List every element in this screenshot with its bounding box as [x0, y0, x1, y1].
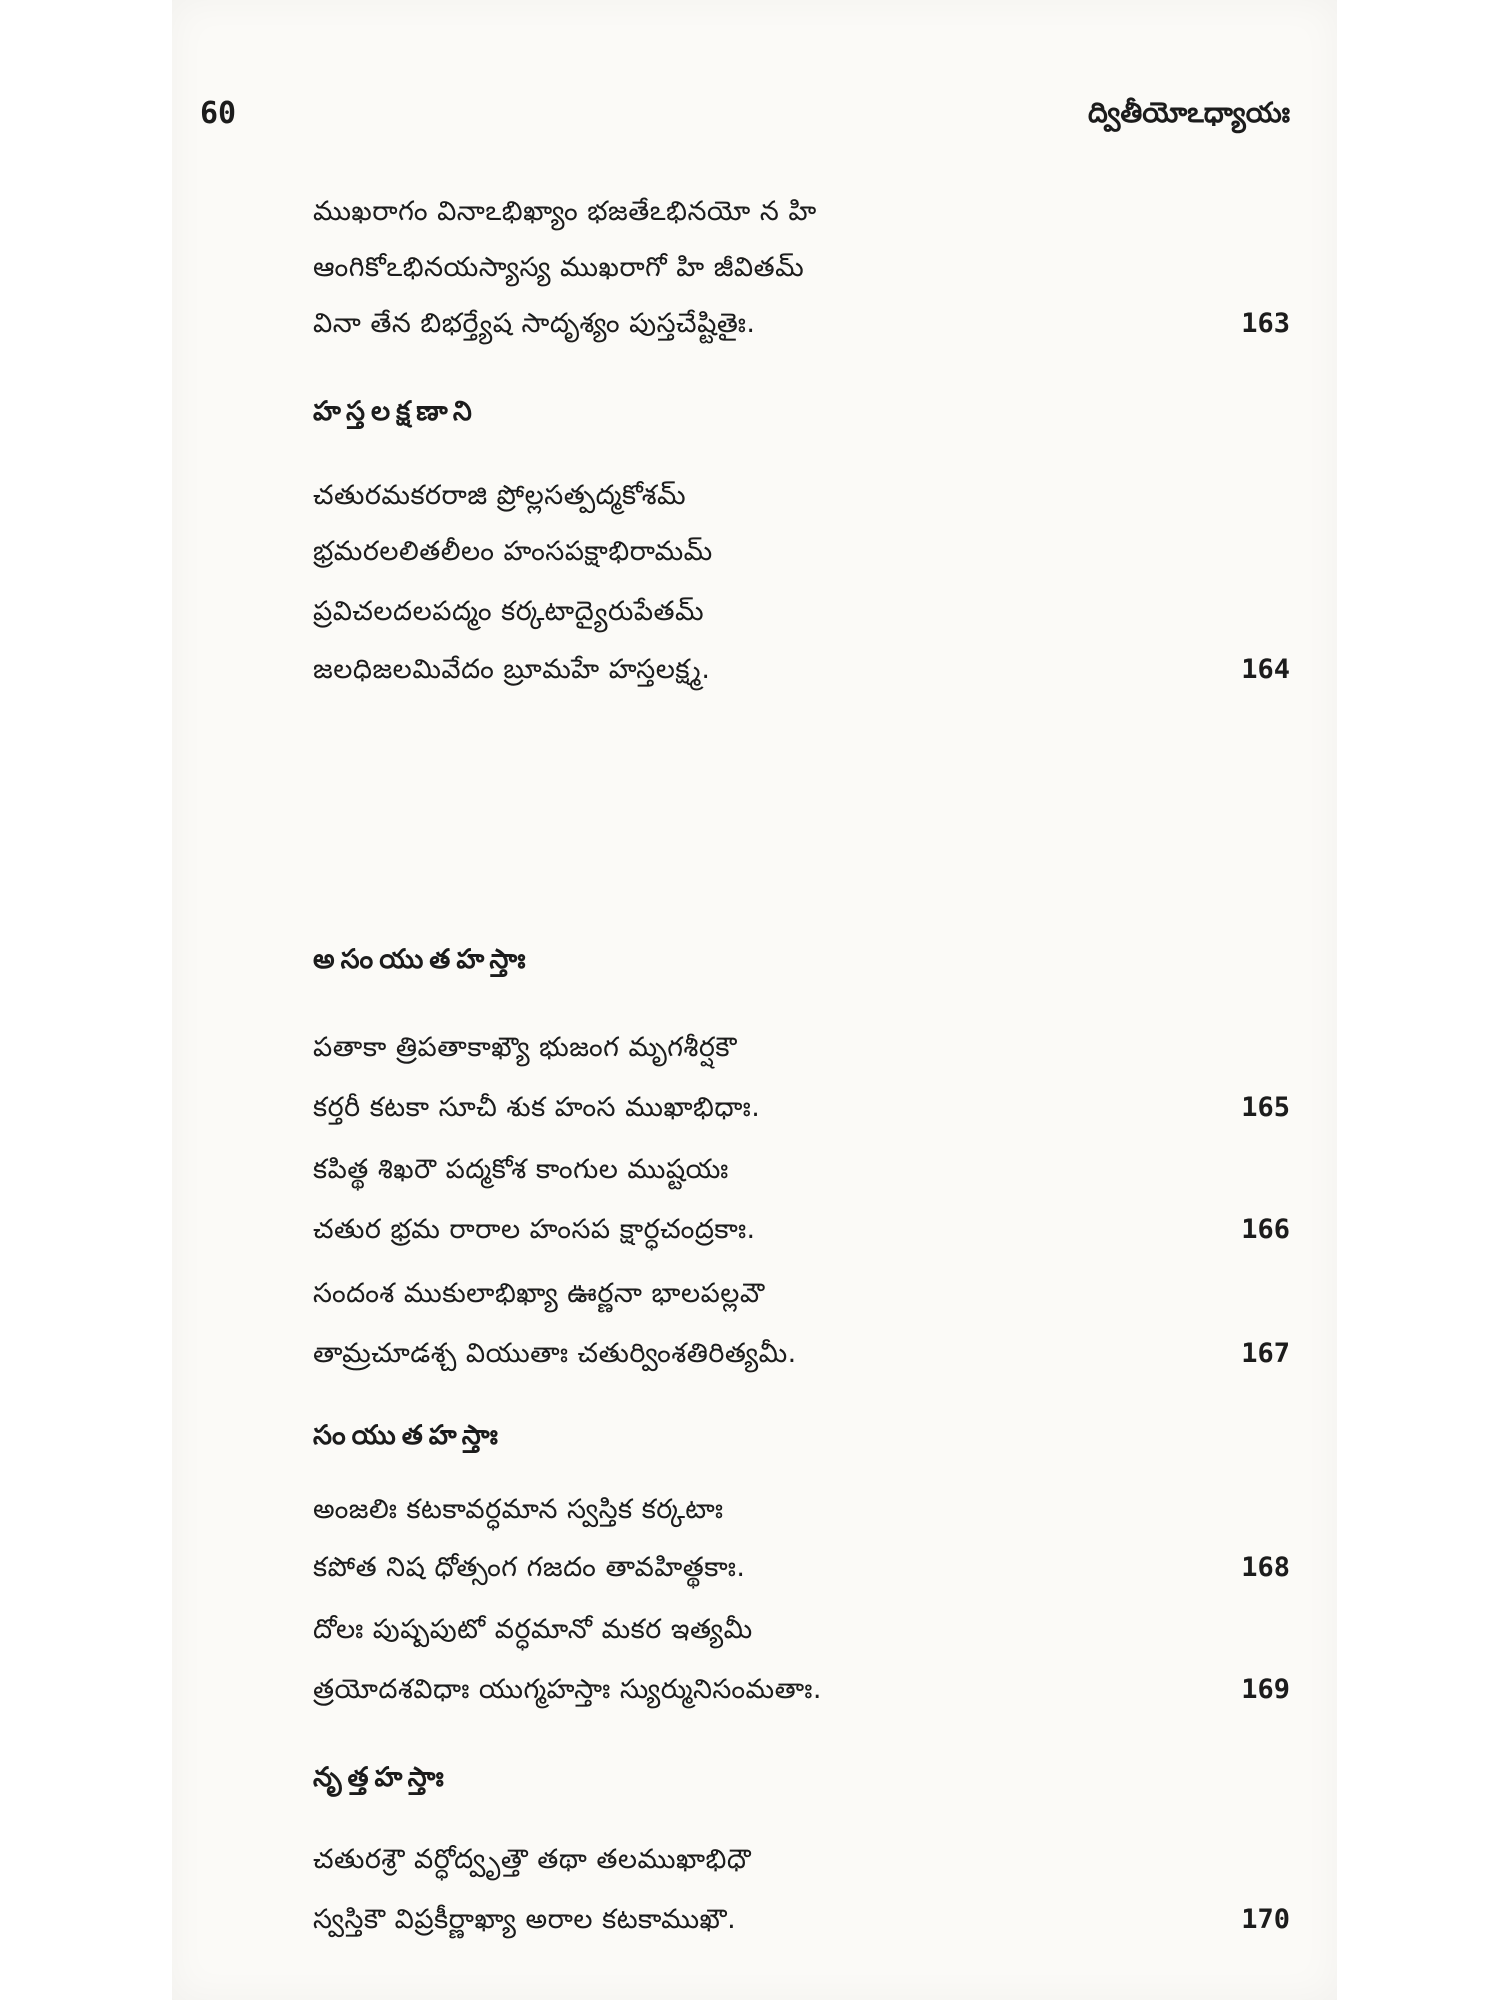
verse-line [0, 1092, 1500, 1136]
verse-line [0, 1844, 1500, 1888]
section-heading [0, 944, 1500, 988]
page-header [200, 96, 1290, 146]
line-text: ముఖరాగం వినాఽభిఖ్యాం భజతేఽభినయో న హి [313, 196, 817, 227]
verse-line [0, 654, 1500, 698]
line-text: చతురమకరరాజి ప్రోల్లసత్పద్మకోశమ్ [313, 480, 687, 511]
section-heading [0, 396, 1500, 440]
verse-line [0, 1278, 1500, 1322]
verse-number: 168 [1241, 1552, 1290, 1583]
verse-line [0, 196, 1500, 240]
line-text: దోలః పుష్పపుటో వర్ధమానో మకర ఇత్యమీ [313, 1614, 753, 1645]
line-text: సందంశ ముకులాభిఖ్యా ఊర్ణనా భాలపల్లవౌ [313, 1278, 765, 1309]
verse-number: 163 [1241, 308, 1290, 339]
verse-line [0, 1614, 1500, 1658]
verse-line [0, 536, 1500, 580]
line-text: ప్రవిచలదలపద్మం కర్కటాద్యైరుపేతమ్ [313, 596, 705, 627]
line-text: చతుర భ్రమ రారాల హంసప క్షార్ధచంద్రకాః. [313, 1214, 756, 1245]
line-text: పతాకా త్రిపతాకాఖ్యౌ భుజంగ మృగశీర్షకౌ [313, 1032, 738, 1063]
verse-number: 170 [1241, 1904, 1290, 1935]
line-text: కర్తరీ కటకా సూచీ శుక హంస ముఖాభిధాః. [313, 1092, 761, 1123]
line-text: ఆంగికోఽభినయస్యాస్య ముఖరాగో హి జీవితమ్ [313, 252, 805, 283]
line-text: కపోత నిష ధోత్సంగ గజదం తావహిత్థకాః. [313, 1552, 746, 1583]
heading-text: హస్తలక్షణాని [313, 396, 478, 427]
section-heading [0, 1420, 1500, 1464]
heading-text: సంయుతహస్తాః [313, 1420, 504, 1451]
verse-line [0, 308, 1500, 352]
line-text: తామ్రచూడశ్చ వియుతాః చతుర్వింశతిరిత్యమీ. [313, 1338, 797, 1369]
verse-number: 164 [1241, 654, 1290, 685]
heading-text: నృత్తహస్తాః [313, 1762, 450, 1793]
verse-line [0, 480, 1500, 524]
verse-line [0, 1494, 1500, 1538]
heading-text: అసంయుతహస్తాః [313, 944, 532, 975]
running-title: ద్వితీయోఽధ్యాయః [1087, 96, 1290, 129]
line-text: స్వస్తికౌ విప్రకీర్ణాఖ్యా అరాల కటకాముఖౌ. [313, 1904, 737, 1935]
line-text: జలధిజలమివేదం బ్రూమహే హస్తలక్ష్మ. [313, 654, 711, 685]
verse-line [0, 1904, 1500, 1948]
page-number: 60 [200, 96, 237, 131]
verse-line [0, 1674, 1500, 1718]
verse-number: 165 [1241, 1092, 1290, 1123]
line-text: అంజలిః కటకావర్ధమాన స్వస్తిక కర్కటాః [313, 1494, 724, 1525]
verse-number: 167 [1241, 1338, 1290, 1369]
verse-line [0, 1338, 1500, 1382]
line-text: వినా తేన బిభర్త్యేష సాదృశ్యం పుస్తచేష్టితైః. [313, 308, 756, 339]
verse-number: 169 [1241, 1674, 1290, 1705]
verse-line [0, 1154, 1500, 1198]
verse-line [0, 596, 1500, 640]
verse-line [0, 1214, 1500, 1258]
verse-line [0, 1032, 1500, 1076]
section-heading [0, 1762, 1500, 1806]
line-text: భ్రమరలలితలీలం హంసపక్షాభిరామమ్ [313, 536, 713, 567]
line-text: త్రయోదశవిధాః యుగ్మహస్తాః స్యుర్మునిసంమతాః. [313, 1674, 822, 1705]
line-text: కపిత్థ శిఖరౌ పద్మకోశ కాంగుల ముష్టయః [313, 1154, 729, 1185]
verse-line [0, 1552, 1500, 1596]
line-text: చతురశ్రౌ వర్ధోద్వృత్తౌ తథా తలముఖాభిధౌ [313, 1844, 752, 1875]
verse-number: 166 [1241, 1214, 1290, 1245]
verse-line [0, 252, 1500, 296]
